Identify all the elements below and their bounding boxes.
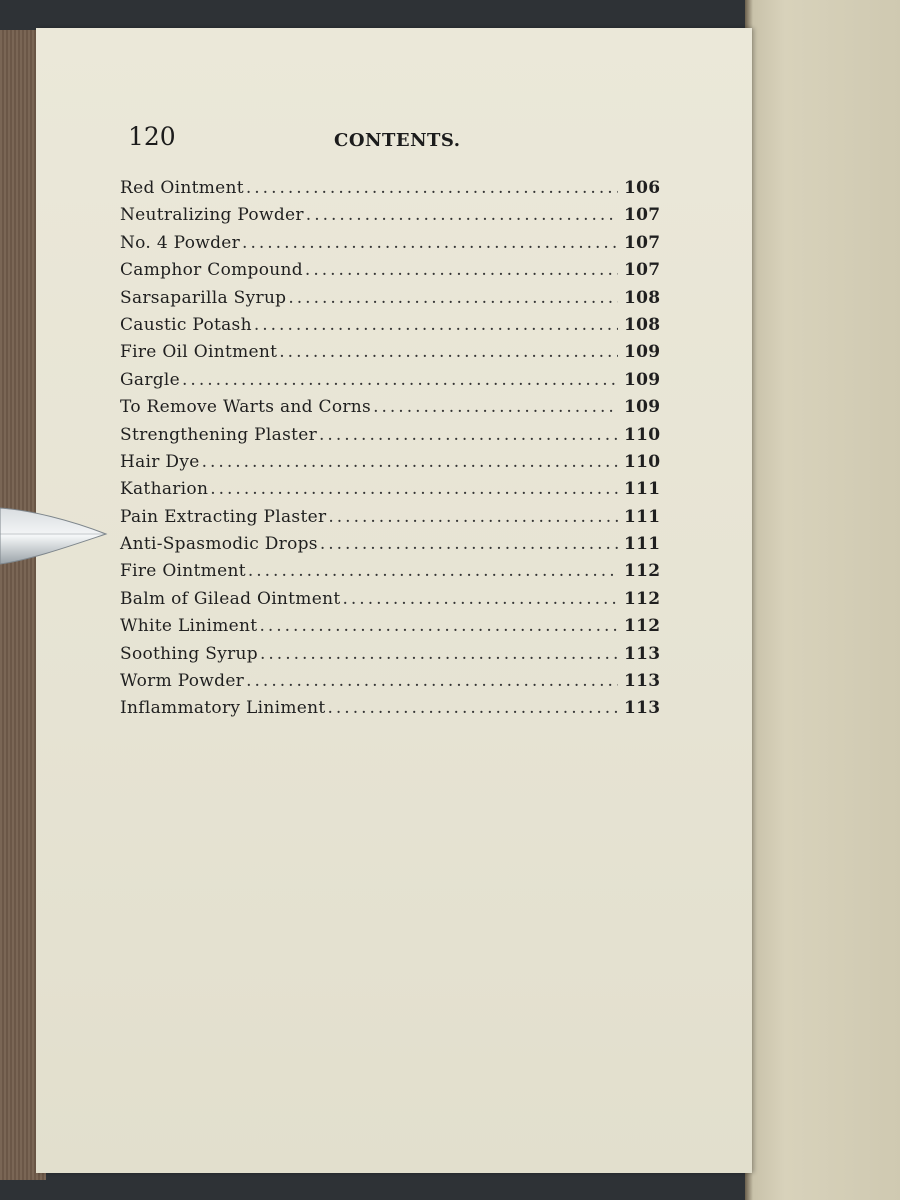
toc-entry [120,589,660,616]
toc-entry-title: Gargle [120,369,181,390]
toc-entry [120,671,660,698]
toc-entry-page: 106 [624,178,661,198]
toc-entry [120,561,660,588]
toc-entry-page: 107 [624,232,661,253]
dot-leader [319,425,618,445]
dot-leader [320,534,618,554]
toc-entry [120,534,660,561]
toc-entry-page: 108 [624,314,661,335]
toc-entry-page: 107 [624,260,661,281]
toc-entry-page: 111 [624,506,661,527]
contents-list [120,178,660,726]
toc-entry [120,507,660,534]
dot-leader [328,507,618,527]
dot-leader [327,698,618,718]
toc-entry-title: Neutralizing Powder [120,205,304,226]
toc-entry-page: 112 [624,616,661,637]
dot-leader [202,452,618,472]
toc-entry-page: 110 [624,424,661,445]
dot-leader [288,288,618,308]
toc-entry-page: 109 [624,369,661,390]
toc-entry [120,425,660,452]
toc-entry [120,698,660,725]
toc-entry [120,397,660,424]
toc-entry-page: 111 [624,534,661,555]
toc-entry-title: Fire Ointment [120,561,246,582]
dot-leader [254,315,618,335]
toc-entry [120,644,660,671]
toc-entry-title: Sarsaparilla Syrup [120,287,287,308]
dot-leader [342,589,618,609]
toc-entry [120,178,660,205]
dot-leader [246,671,618,691]
toc-entry [120,288,660,315]
toc-entry [120,260,660,287]
toc-entry-title: Fire Oil Ointment [120,342,278,363]
toc-entry-title: Worm Powder [120,671,245,692]
toc-entry-title: Caustic Potash [120,314,252,335]
pen-pointer-icon [0,500,110,570]
toc-entry-page: 113 [624,643,661,664]
toc-entry [120,205,660,232]
dot-leader [279,342,618,362]
dot-leader [373,397,618,417]
toc-entry-page: 112 [624,588,661,609]
toc-entry-title: No. 4 Powder [120,232,241,253]
toc-entry-page: 113 [624,671,661,692]
toc-entry-title: Hair Dye [120,451,200,472]
toc-entry-title: Strengthening Plaster [120,424,318,445]
toc-entry [120,233,660,260]
toc-entry-page: 112 [624,561,661,582]
toc-entry-title: To Remove Warts and Corns [120,397,372,418]
dot-leader [260,644,618,664]
toc-entry-page: 109 [624,397,661,418]
page-number: 120 [128,122,176,151]
toc-entry [120,452,660,479]
dot-leader [248,561,618,581]
toc-entry-title: Camphor Compound [120,260,303,281]
toc-entry-title: White Liniment [120,616,258,637]
toc-entry-page: 113 [624,698,661,719]
dot-leader [210,479,618,499]
toc-entry [120,315,660,342]
toc-entry-page: 108 [624,287,661,308]
toc-entry-page: 110 [624,451,661,472]
dot-leader [305,260,618,280]
book-back-cover [745,0,900,1200]
dot-leader [246,178,618,198]
dot-leader [242,233,618,253]
running-head: CONTENTS. [334,130,461,151]
toc-entry [120,479,660,506]
dot-leader [182,370,618,390]
toc-entry-title: Soothing Syrup [120,643,258,664]
toc-entry-title: Red Ointment [120,178,244,198]
toc-entry-page: 111 [624,479,661,500]
toc-entry [120,616,660,643]
toc-entry-title: Anti-Spasmodic Drops [120,534,318,555]
toc-entry-title: Balm of Gilead Ointment [120,588,341,609]
toc-entry-title: Pain Extracting Plaster [120,506,327,527]
book-page [36,28,752,1173]
toc-entry-title: Inflammatory Liniment [120,698,326,719]
toc-entry [120,342,660,369]
toc-entry-page: 107 [624,205,661,226]
toc-entry-title: Katharion [120,479,209,500]
dot-leader [306,205,618,225]
toc-entry [120,370,660,397]
toc-entry-page: 109 [624,342,661,363]
dot-leader [259,616,618,636]
